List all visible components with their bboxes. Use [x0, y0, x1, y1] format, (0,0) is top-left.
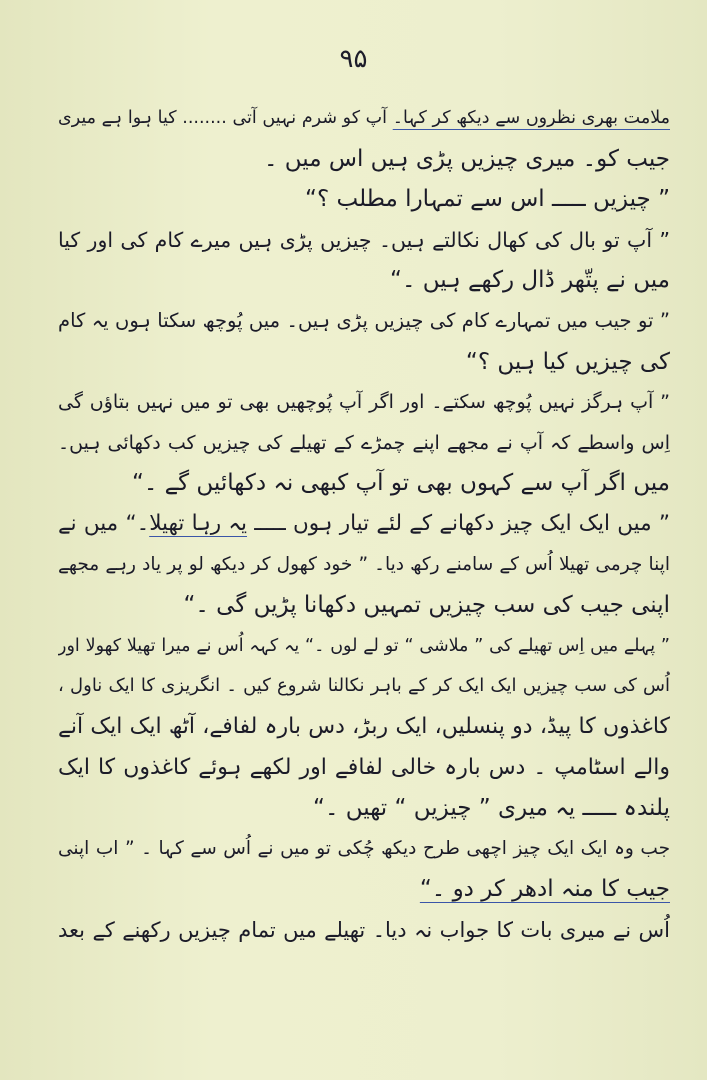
text-line-2: جیب کو۔ میری چیزیں پڑی ہیں اس میں ۔ [264, 145, 670, 172]
text-line-16: کاغذوں کا پیڈ، دو پنسلیں، ایک ربڑ، دس بارہ لفافے، آٹھ ایک ایک آنے [58, 713, 670, 739]
text-line-11-end: ۔“ میں نے [58, 510, 150, 536]
text-line-11 [58, 504, 670, 545]
text-line-8: ” آپ ہرگز نہیں پُوچھ سکتے۔ اور اگر آپ پُوچھیں بھی تو میں نہیں بتاؤں گی [58, 391, 670, 414]
urdu-text-body [58, 98, 670, 950]
text-line-1 [58, 98, 670, 139]
text-line-1-rest: آپ کو شرم نہیں آتی ........ کیا ہوا ہے میری [58, 108, 393, 128]
text-line-7: کی چیزیں کیا ہیں ؟“ [465, 348, 670, 375]
text-line-9: اِس واسطے کہ آپ نے مجھے اپنے چمڑے کے تھیلے کی چیزیں کب دکھائی ہیں۔ [58, 431, 670, 454]
text-line-19: جب وہ ایک ایک چیز اچھی طرح دیکھ چُکی تو میں نے اُس سے کہا ۔ ” اب اپنی [58, 837, 670, 859]
page-number: ۹۵ [339, 44, 368, 74]
text-line-21: اُس نے میری بات کا جواب نہ دیا۔ تھیلے میں تمام چیزیں رکھنے کے بعد [58, 917, 670, 942]
text-line-12: اپنا چرمی تھیلا اُس کے سامنے رکھ دیا۔ ” خود کھول کر دیکھ لو پر یاد رہے مجھے [58, 553, 670, 575]
text-line-6: ” تو جیب میں تمہارے کام کی چیزیں پڑی ہیں۔ میں پُوچھ سکتا ہوں یہ کام [58, 308, 670, 332]
text-line-10: میں اگر آپ سے کہوں بھی تو آپ کبھی نہ دکھائیں گے ۔“ [131, 470, 670, 497]
text-line-13: اپنی جیب کی سب چیزیں تمہیں دکھانا پڑیں گی ۔“ [183, 592, 670, 619]
text-line-4: ” آپ تو بال کی کھال نکالتے ہیں۔ چیزیں پڑی ہیں میرے کام کی اور کیا [58, 227, 670, 252]
text-line-5: میں نے پتّھر ڈال رکھے ہیں ۔“ [390, 267, 670, 294]
text-line-20 [58, 869, 670, 910]
underlined-phrase: جیب کا منہ ادھر کر دو ۔“ [419, 876, 670, 903]
text-line-18: پلندہ ـــــ یہ میری ” چیزیں “ تھیں ۔“ [313, 795, 670, 822]
text-line-3: ” چیزیں ـــــ اس سے تمہارا مطلب ؟“ [305, 186, 670, 213]
text-line-17: والے اسٹامپ ۔ دس بارہ خالی لفافے اور لکھے ہوئے کاغذوں کا ایک [58, 754, 670, 780]
text-line-15: اُس کی سب چیزیں ایک ایک کر کے باہر نکالنا شروع کیں ۔ انگریزی کا ایک ناول ، [58, 675, 670, 697]
underlined-phrase: ملامت بھری نظروں سے دیکھ کر کہا۔ [392, 108, 670, 128]
underlined-phrase: یہ رہا تھیلا [149, 510, 248, 536]
text-line-11-start: ” میں ایک ایک چیز دکھانے کے لئے تیار ہوں ـــــ [254, 510, 670, 536]
text-line-14: ” پہلے میں اِس تھیلے کی ” ملاشی “ تو لے لوں ۔“ یہ کہہ اُس نے میرا تھیلا کھولا اور [58, 635, 670, 656]
